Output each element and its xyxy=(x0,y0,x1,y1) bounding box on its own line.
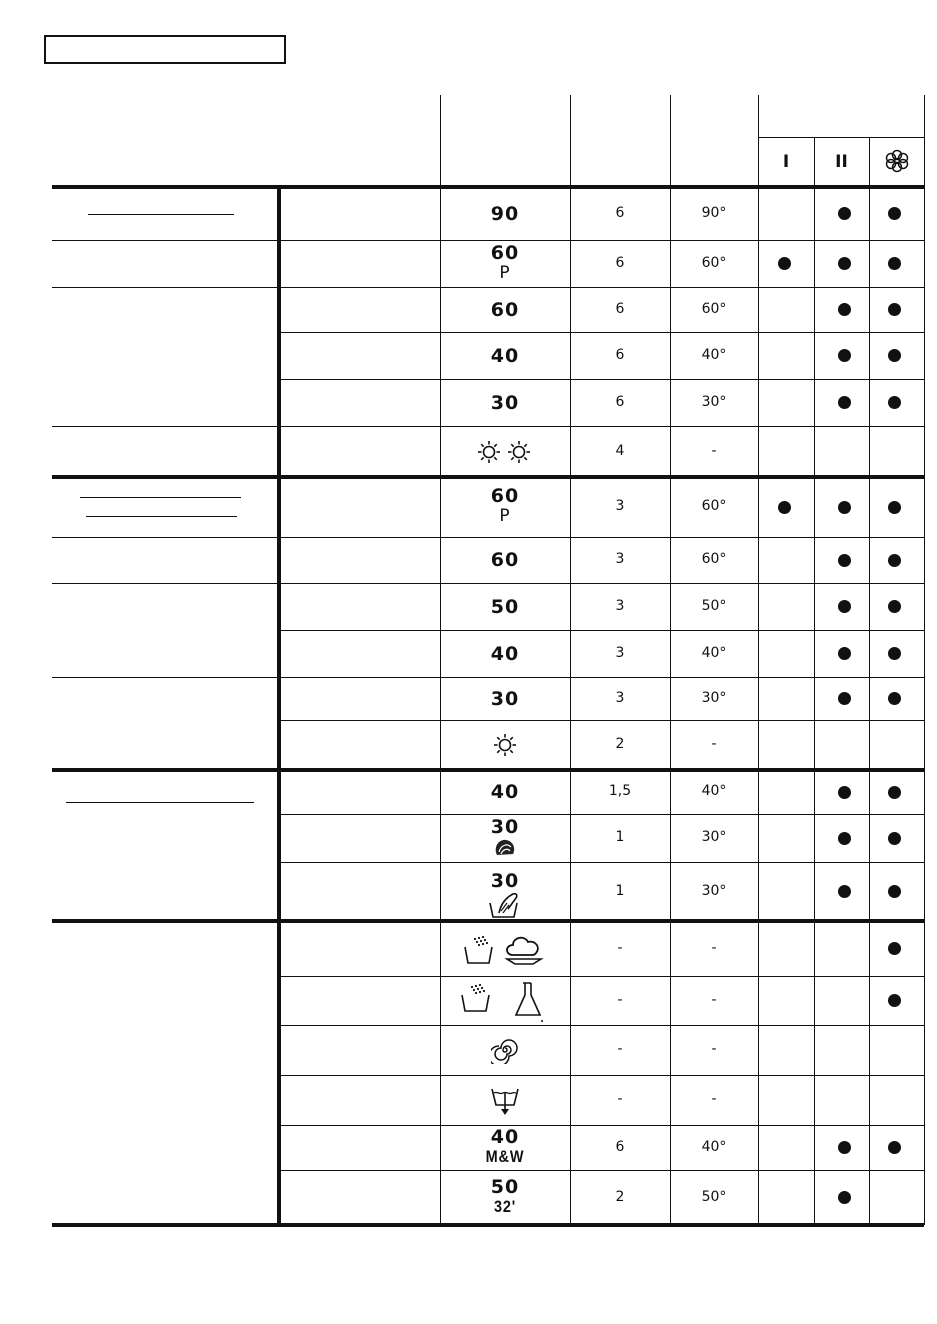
row-rule xyxy=(52,537,924,538)
spin-high-icon: II xyxy=(835,152,848,172)
temperature-value: 50° xyxy=(701,1188,727,1205)
load-value: 3 xyxy=(615,689,625,706)
option-dot xyxy=(838,786,851,799)
program-temp-label xyxy=(440,550,570,570)
option-dot xyxy=(888,554,901,567)
option-dot xyxy=(888,786,901,799)
option-dot xyxy=(838,501,851,514)
load-value: 3 xyxy=(615,498,625,514)
row-rule xyxy=(277,814,924,815)
category-label-line xyxy=(66,802,254,803)
program-suffix: P xyxy=(499,262,511,283)
option-dot xyxy=(888,303,901,316)
option-dot xyxy=(888,1141,901,1154)
program-number: 40 xyxy=(490,1125,520,1148)
row-rule xyxy=(277,379,924,380)
load-value: 6 xyxy=(615,254,625,271)
load-value: 4 xyxy=(615,442,625,459)
load-value: - xyxy=(617,939,623,956)
program-suffix: 32' xyxy=(493,1196,517,1216)
load-value: 6 xyxy=(615,346,625,363)
load-value: 3 xyxy=(615,551,625,567)
row-rule xyxy=(277,1075,924,1076)
option-dot xyxy=(888,692,901,705)
option-dot xyxy=(838,692,851,705)
temperature-value: - xyxy=(711,1091,717,1107)
temperature-value: 30° xyxy=(701,393,727,410)
column-rule xyxy=(814,137,815,1225)
rinse-softener-icon xyxy=(440,931,570,971)
temperature-value: 40° xyxy=(701,1138,727,1155)
row-rule-thick xyxy=(52,1223,924,1227)
temperature-value: - xyxy=(711,736,717,752)
temperature-value: - xyxy=(711,442,717,459)
option-dot xyxy=(888,600,901,613)
temperature-value: 40° xyxy=(701,644,727,661)
option-dot xyxy=(838,207,851,220)
temperature-value: 40° xyxy=(701,783,727,799)
program-number: 40 xyxy=(490,344,520,367)
option-dot xyxy=(838,303,851,316)
program-temp-label xyxy=(440,644,570,664)
hand-wash-icon xyxy=(440,891,570,923)
category-label-line xyxy=(80,497,241,498)
option-dot xyxy=(778,501,791,514)
row-rule xyxy=(277,1170,924,1171)
row-rule xyxy=(52,677,924,678)
load-value: 6 xyxy=(615,1138,625,1155)
load-value: 1,5 xyxy=(608,783,632,799)
program-number: 30 xyxy=(490,816,520,838)
program-number: 50 xyxy=(490,1175,520,1198)
load-value: - xyxy=(617,991,623,1008)
program-number: 60 xyxy=(490,298,520,321)
title-box xyxy=(44,35,286,64)
option-dot xyxy=(838,600,851,613)
option-dot xyxy=(888,885,901,898)
option-dot xyxy=(838,396,851,409)
program-suffix: M&W xyxy=(485,1146,525,1166)
option-dot xyxy=(838,885,851,898)
spin-low-icon: I xyxy=(782,152,790,172)
load-value: - xyxy=(617,1091,623,1107)
temperature-value: 30° xyxy=(701,882,727,899)
row-rule xyxy=(277,630,924,631)
row-rule xyxy=(277,332,924,333)
option-dot xyxy=(838,1141,851,1154)
program-temp-label xyxy=(440,597,570,617)
program-temp-label xyxy=(440,204,570,224)
program-temp-label xyxy=(440,782,570,802)
category-label-line xyxy=(86,516,237,517)
option-dot xyxy=(838,647,851,660)
row-rule xyxy=(277,1125,924,1126)
spin-icon xyxy=(440,1036,570,1068)
program-temp-label xyxy=(440,243,570,283)
program-temp-label xyxy=(440,486,570,526)
program-temp-label xyxy=(440,689,570,709)
temperature-value: - xyxy=(711,939,717,956)
program-number: 50 xyxy=(490,595,520,618)
option-dot xyxy=(778,257,791,270)
option-dot xyxy=(838,257,851,270)
program-number: 60 xyxy=(490,241,520,264)
row-rule xyxy=(277,862,924,863)
load-value: 1 xyxy=(615,882,625,899)
row-rule xyxy=(52,240,924,241)
option-dot xyxy=(838,554,851,567)
row-rule xyxy=(277,1025,924,1026)
load-value: - xyxy=(617,1041,623,1057)
rinse-bleach-icon xyxy=(440,979,570,1027)
program-temp-label xyxy=(440,817,570,863)
category-label-line xyxy=(88,214,234,215)
option-dot xyxy=(888,647,901,660)
program-temp-label xyxy=(440,871,570,923)
load-value: 2 xyxy=(615,1188,625,1205)
load-value: 2 xyxy=(615,736,625,752)
program-temp-label xyxy=(440,300,570,320)
column-rule xyxy=(758,95,759,1225)
program-temp-label xyxy=(440,393,570,413)
column-rule xyxy=(869,137,870,1225)
option-dot xyxy=(838,832,851,845)
row-rule xyxy=(277,720,924,721)
option-dot xyxy=(888,832,901,845)
option-dot xyxy=(888,207,901,220)
column-rule xyxy=(924,95,925,1225)
temperature-value: 60° xyxy=(701,300,727,317)
flower-softener-icon xyxy=(869,148,924,179)
row-rule xyxy=(52,426,924,427)
program-temp-label xyxy=(440,1127,570,1167)
program-number: 40 xyxy=(490,642,520,665)
program-number: 90 xyxy=(490,202,520,225)
option-dot xyxy=(888,349,901,362)
row-rule-thick xyxy=(52,185,924,189)
program-number: 40 xyxy=(490,781,520,803)
temperature-value: - xyxy=(711,991,717,1008)
option-dot xyxy=(838,1191,851,1204)
option-dot xyxy=(888,942,901,955)
drain-icon xyxy=(440,1083,570,1121)
row-rule-thick xyxy=(52,475,924,479)
program-number: 30 xyxy=(490,687,520,710)
option-dot xyxy=(888,257,901,270)
program-number: 30 xyxy=(490,391,520,414)
load-value: 3 xyxy=(615,644,625,661)
program-suffix: P xyxy=(499,506,511,526)
option-dot xyxy=(838,349,851,362)
temperature-value: - xyxy=(711,1041,717,1057)
load-value: 6 xyxy=(615,204,625,221)
sun-icon xyxy=(440,731,570,763)
program-temp-label xyxy=(440,346,570,366)
double-sun-icon xyxy=(440,438,570,470)
temperature-value: 50° xyxy=(701,597,727,614)
temperature-value: 30° xyxy=(701,689,727,706)
wool-icon xyxy=(440,837,570,863)
column-rule-thick xyxy=(277,187,281,1227)
temperature-value: 60° xyxy=(701,254,727,271)
program-number: 60 xyxy=(490,485,520,507)
temperature-value: 60° xyxy=(701,551,727,567)
header-rule xyxy=(758,137,924,138)
temperature-value: 40° xyxy=(701,346,727,363)
temperature-value: 90° xyxy=(701,204,727,221)
load-value: 6 xyxy=(615,300,625,317)
load-value: 6 xyxy=(615,393,625,410)
row-rule xyxy=(52,583,924,584)
row-rule xyxy=(52,287,924,288)
row-rule-thick xyxy=(52,768,924,772)
option-dot xyxy=(888,396,901,409)
load-value: 3 xyxy=(615,597,625,614)
program-temp-label xyxy=(440,1177,570,1217)
temperature-value: 60° xyxy=(701,498,727,514)
option-dot xyxy=(888,501,901,514)
program-number: 30 xyxy=(490,869,520,892)
option-dot xyxy=(888,994,901,1007)
row-rule xyxy=(277,976,924,977)
temperature-value: 30° xyxy=(701,829,727,845)
load-value: 1 xyxy=(615,829,625,845)
program-number: 60 xyxy=(490,549,520,571)
